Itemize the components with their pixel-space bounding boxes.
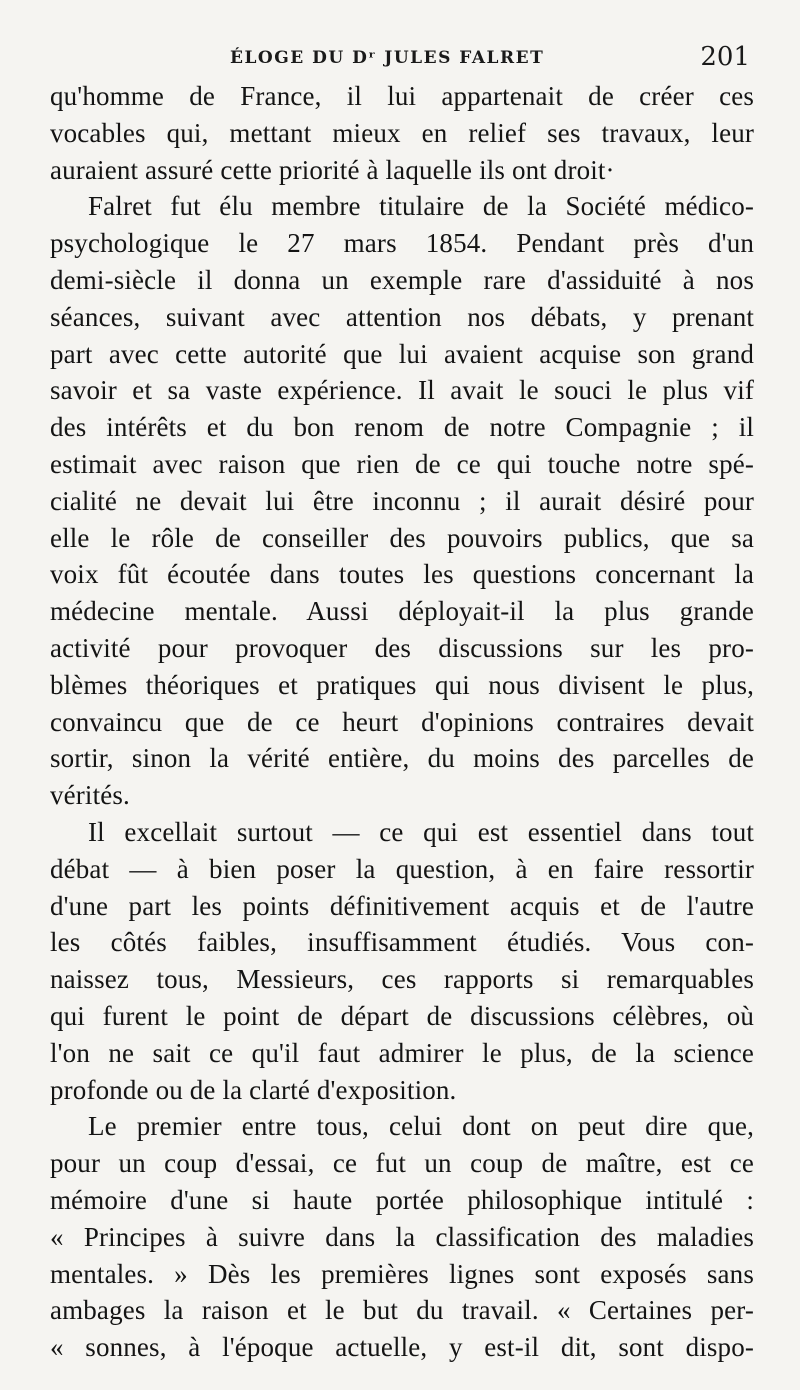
text-line: Il excellait surtout — ce qui est essentiel dans tout: [88, 816, 754, 847]
text-line: elle le rôle de conseiller des pouvoirs publics, que sa: [50, 522, 754, 553]
text-line: psychologique le 27 mars 1854. Pendant près d'un: [50, 228, 754, 259]
text-line: l'on ne sait ce qu'il faut admirer le plus, de la science: [50, 1037, 754, 1068]
text-line: naissez tous, Messieurs, ces rapports si remarquables: [50, 964, 754, 995]
body-text: [50, 78, 754, 1366]
text-line: auraient assuré cette priorité à laquelle ils ont droit·: [50, 154, 615, 185]
text-line: convaincu que de ce heurt d'opinions contraires devait: [50, 706, 754, 737]
text-line: « Principes à suivre dans la classification des maladies: [50, 1221, 754, 1252]
text-line: ambages la raison et le but du travail. « Certaines per-: [50, 1295, 754, 1326]
text-line: les côtés faibles, insuffisamment étudiés. Vous con-: [50, 927, 754, 958]
text-line: demi-siècle il donna un exemple rare d'assiduité à nos: [50, 264, 754, 295]
text-line: vérités.: [50, 780, 130, 811]
text-line: d'une part les points définitivement acquis et de l'autre: [50, 890, 754, 921]
text-line: Le premier entre tous, celui dont on peut dire que,: [88, 1111, 754, 1142]
text-line: blèmes théoriques et pratiques qui nous divisent le plus,: [50, 669, 754, 700]
page-header: [230, 42, 750, 76]
text-line: activité pour provoquer des discussions sur les pro-: [50, 632, 754, 663]
text-line: Falret fut élu membre titulaire de la Société médico-: [88, 191, 754, 222]
text-line: sortir, sinon la vérité entière, du moins des parcelles de: [50, 743, 754, 774]
text-line: qu'homme de France, il lui appartenait de créer ces: [50, 81, 754, 111]
text-line: profonde ou de la clarté d'exposition.: [50, 1074, 457, 1105]
text-line: mentales. » Dès les premières lignes sont exposés sans: [50, 1258, 754, 1289]
text-line: part avec cette autorité que lui avaient acquise son grand: [50, 338, 754, 369]
text-line: « sonnes, à l'époque actuelle, y est-il dit, sont dispo-: [50, 1332, 754, 1363]
text-line: médecine mentale. Aussi déployait-il la plus grande: [50, 596, 754, 627]
text-line: qui furent le point de départ de discussions célèbres, où: [50, 1000, 754, 1031]
text-line: débat — à bien poser la question, à en faire ressortir: [50, 853, 754, 884]
text-line: estimait avec raison que rien de ce qui touche notre spé-: [50, 448, 754, 479]
running-head: ÉLOGE DU Dʳ JULES FALRET: [230, 48, 545, 68]
text-line: cialité ne devait lui être inconnu ; il aurait désiré pour: [50, 485, 754, 516]
text-line: pour un coup d'essai, ce fut un coup de maître, est ce: [50, 1148, 754, 1179]
text-line: mémoire d'une si haute portée philosophique intitulé :: [50, 1184, 754, 1215]
text-line: voix fût écoutée dans toutes les questions concernant la: [50, 559, 754, 590]
text-line: des intérêts et du bon renom de notre Compagnie ; il: [50, 412, 754, 443]
text-line: savoir et sa vaste expérience. Il avait le souci le plus vif: [50, 375, 754, 406]
text-line: séances, suivant avec attention nos débats, y prenant: [50, 301, 754, 332]
page-number: 201: [700, 42, 750, 72]
text-line: vocables qui, mettant mieux en relief ses travaux, leur: [50, 117, 754, 148]
